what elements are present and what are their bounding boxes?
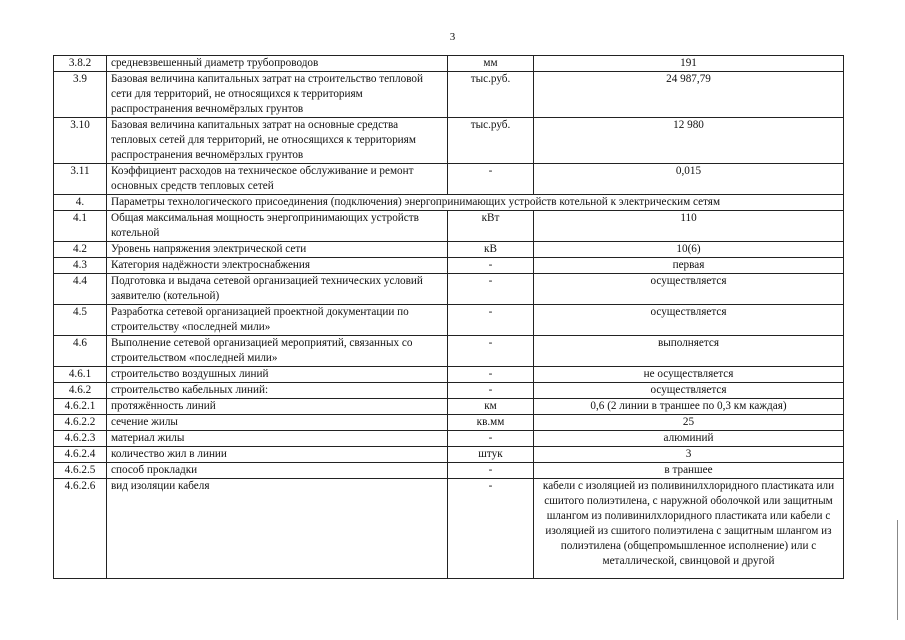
unit-cell: -: [448, 274, 534, 305]
table-row: [54, 242, 844, 258]
parameter-name: протяжённость линий: [107, 399, 448, 415]
parameter-name: строительство воздушных линий: [107, 367, 448, 383]
parameter-name: Общая максимальная мощность энергопринимающих устройств котельной: [107, 211, 448, 242]
value-cell: 191: [534, 56, 844, 72]
scan-edge-line: [897, 520, 898, 620]
table-row: [54, 415, 844, 431]
row-number: 4.6.1: [54, 367, 107, 383]
parameter-name: вид изоляции кабеля: [107, 479, 448, 579]
value-cell: 24 987,79: [534, 72, 844, 118]
row-number: 4.6.2.6: [54, 479, 107, 579]
value-cell: не осуществляется: [534, 367, 844, 383]
parameter-name: средневзвешенный диаметр трубопроводов: [107, 56, 448, 72]
value-cell: 0,015: [534, 164, 844, 195]
table-row: [54, 72, 844, 118]
row-number: 3.10: [54, 118, 107, 164]
value-cell: 3: [534, 447, 844, 463]
table-row: [54, 399, 844, 415]
unit-cell: -: [448, 305, 534, 336]
row-number: 3.9: [54, 72, 107, 118]
table-row: [54, 383, 844, 399]
parameter-name: Базовая величина капитальных затрат на строительство тепловой сети для территорий, не относящихся к территориям распространения вечномёрзлых грунтов: [107, 72, 448, 118]
row-number: 4.3: [54, 258, 107, 274]
table-row: [54, 447, 844, 463]
unit-cell: кВ: [448, 242, 534, 258]
value-cell: 12 980: [534, 118, 844, 164]
unit-cell: -: [448, 164, 534, 195]
row-number: 4.6: [54, 336, 107, 367]
table-row: [54, 274, 844, 305]
section-title: Параметры технологического присоединения (подключения) энергопринимающих устройств котельной к электрическим сетям: [107, 195, 844, 211]
row-number: 4.6.2.1: [54, 399, 107, 415]
unit-cell: -: [448, 463, 534, 479]
unit-cell: -: [448, 367, 534, 383]
value-cell: алюминий: [534, 431, 844, 447]
row-number: 4.6.2.2: [54, 415, 107, 431]
row-number: 4.: [54, 195, 107, 211]
parameter-name: строительство кабельных линий:: [107, 383, 448, 399]
table-row: [54, 195, 844, 211]
row-number: 4.6.2: [54, 383, 107, 399]
value-cell: осуществляется: [534, 274, 844, 305]
parameter-name: Коэффициент расходов на техническое обслуживание и ремонт основных средств тепловых сетей: [107, 164, 448, 195]
value-cell: 0,6 (2 линии в траншее по 0,3 км каждая): [534, 399, 844, 415]
unit-cell: мм: [448, 56, 534, 72]
unit-cell: кВт: [448, 211, 534, 242]
table-row: [54, 118, 844, 164]
table-row: [54, 56, 844, 72]
unit-cell: тыс.руб.: [448, 118, 534, 164]
parameter-name: Категория надёжности электроснабжения: [107, 258, 448, 274]
parameter-name: Уровень напряжения электрической сети: [107, 242, 448, 258]
table-row: [54, 431, 844, 447]
parameter-name: Выполнение сетевой организацией мероприятий, связанных со строительством «последней мили»: [107, 336, 448, 367]
unit-cell: кв.мм: [448, 415, 534, 431]
value-cell: кабели с изоляцией из поливинилхлоридного пластиката или сшитого полиэтилена, с наружной оболочкой или защитным шлангом из поливинилхлоридного пластиката или кабели с изоляцией из сшитого полиэтилена с защитным шлангом из полиэтилена (общепромышленное исполнение) или с металлической, свинцовой и другой: [534, 479, 844, 579]
table-row: [54, 367, 844, 383]
page-number: 3: [449, 31, 456, 43]
row-number: 4.6.2.4: [54, 447, 107, 463]
unit-cell: -: [448, 258, 534, 274]
value-cell: 110: [534, 211, 844, 242]
parameter-name: материал жилы: [107, 431, 448, 447]
row-number: 4.4: [54, 274, 107, 305]
unit-cell: -: [448, 479, 534, 579]
unit-cell: -: [448, 336, 534, 367]
table-row: [54, 211, 844, 242]
value-cell: 25: [534, 415, 844, 431]
value-cell: осуществляется: [534, 383, 844, 399]
parameter-name: Разработка сетевой организацией проектной документации по строительству «последней мили»: [107, 305, 448, 336]
value-cell: в траншее: [534, 463, 844, 479]
row-number: 4.2: [54, 242, 107, 258]
unit-cell: тыс.руб.: [448, 72, 534, 118]
table-row: [54, 258, 844, 274]
parameter-name: Базовая величина капитальных затрат на основные средства тепловых сетей для территорий, не относящихся к территориям распространения вечномёрзлых грунтов: [107, 118, 448, 164]
parameter-name: Подготовка и выдача сетевой организацией технических условий заявителю (котельной): [107, 274, 448, 305]
parameter-name: сечение жилы: [107, 415, 448, 431]
parameter-name: количество жил в линии: [107, 447, 448, 463]
value-cell: выполняется: [534, 336, 844, 367]
row-number: 4.6.2.5: [54, 463, 107, 479]
parameter-name: способ прокладки: [107, 463, 448, 479]
table-row: [54, 336, 844, 367]
unit-cell: -: [448, 431, 534, 447]
row-number: 3.8.2: [54, 56, 107, 72]
parameters-table: [53, 55, 844, 579]
unit-cell: км: [448, 399, 534, 415]
row-number: 4.6.2.3: [54, 431, 107, 447]
row-number: 3.11: [54, 164, 107, 195]
value-cell: первая: [534, 258, 844, 274]
unit-cell: -: [448, 383, 534, 399]
table-row: [54, 305, 844, 336]
row-number: 4.5: [54, 305, 107, 336]
value-cell: 10(6): [534, 242, 844, 258]
table-row: [54, 479, 844, 579]
table-row: [54, 463, 844, 479]
unit-cell: штук: [448, 447, 534, 463]
row-number: 4.1: [54, 211, 107, 242]
table-row: [54, 164, 844, 195]
value-cell: осуществляется: [534, 305, 844, 336]
